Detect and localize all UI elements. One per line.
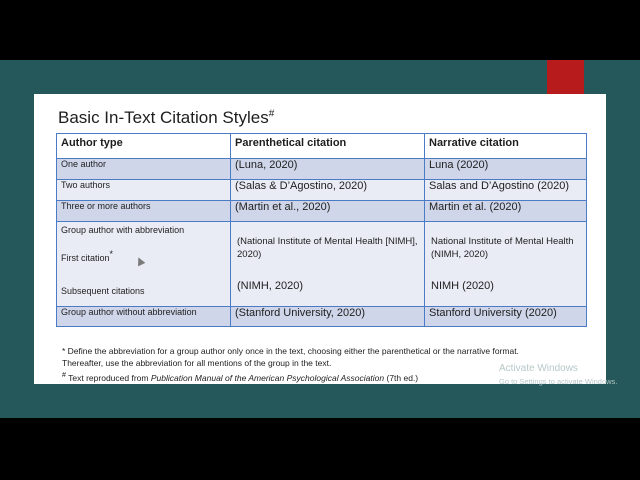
subsequent-citations-label: Subsequent citations [61,286,145,296]
narr-subsequent-citation: NIMH (2020) [431,280,494,292]
slide-title [58,108,274,128]
header-narrative: Narrative citation [425,134,587,159]
cell-parenthetical: (Salas & D’Agostino, 2020) [231,180,425,201]
table-row [57,159,587,180]
table-row [57,307,587,327]
title-footnote-mark: # [268,108,275,120]
table-header-row [57,134,587,159]
cell-narrative: Salas and D’Agostino (2020) [425,180,587,201]
header-parenthetical: Parenthetical citation [231,134,425,159]
cell-author-type [57,222,231,307]
cell-author-type: Two authors [57,180,231,201]
group-with-abbrev-label: Group author with abbreviation [61,225,185,235]
cell-author-type: One author [57,159,231,180]
cell-parenthetical: (Stanford University, 2020) [231,307,425,327]
table-row [57,180,587,201]
first-citation-text: First citation [61,253,110,263]
slide [34,94,606,384]
narr-first-citation: National Institute of Mental Health (NIMH, 2020) [431,236,574,260]
cell-parenthetical [231,222,425,307]
first-citation-label [61,249,113,263]
first-citation-mark: * [109,249,114,259]
watermark-title: Activate Windows [499,363,578,374]
cell-narrative: Martin et al. (2020) [425,201,587,222]
activate-windows-watermark [499,362,617,388]
cell-parenthetical: (Luna, 2020) [231,159,425,180]
cell-narrative: Stanford University (2020) [425,307,587,327]
table-row [57,201,587,222]
paren-subsequent-citation: (NIMH, 2020) [237,280,304,292]
citation-table [56,133,587,327]
cell-author-type: Three or more authors [57,201,231,222]
cell-narrative [425,222,587,307]
star-footnote-cont: Thereafter, use the abbreviation for all mentions of the group in the text. [62,358,332,368]
slide-title-text: Basic In-Text Citation Styles [58,108,269,127]
cell-narrative: Luna (2020) [425,159,587,180]
hash-footnote-source: Publication Manual of the American Psychological Association [150,372,385,383]
star-footnote: * Define the abbreviation for a group author only once in the text, choosing either the parenthetical or the narrative format. [62,346,519,356]
hash-footnote-text: Text reproduced from [68,372,149,383]
hash-footnote-edition: (7th ed.) [386,372,419,383]
watermark-subtitle: Go to Settings to activate Windows. [499,377,618,386]
cell-parenthetical: (Martin et al., 2020) [231,201,425,222]
paren-first-citation: (National Institute of Mental Health [NIMH], 2020) [237,236,418,260]
cell-author-type: Group author without abbreviation [57,307,231,327]
header-author-type: Author type [57,134,231,159]
hash-footnote-mark: # [62,371,66,379]
